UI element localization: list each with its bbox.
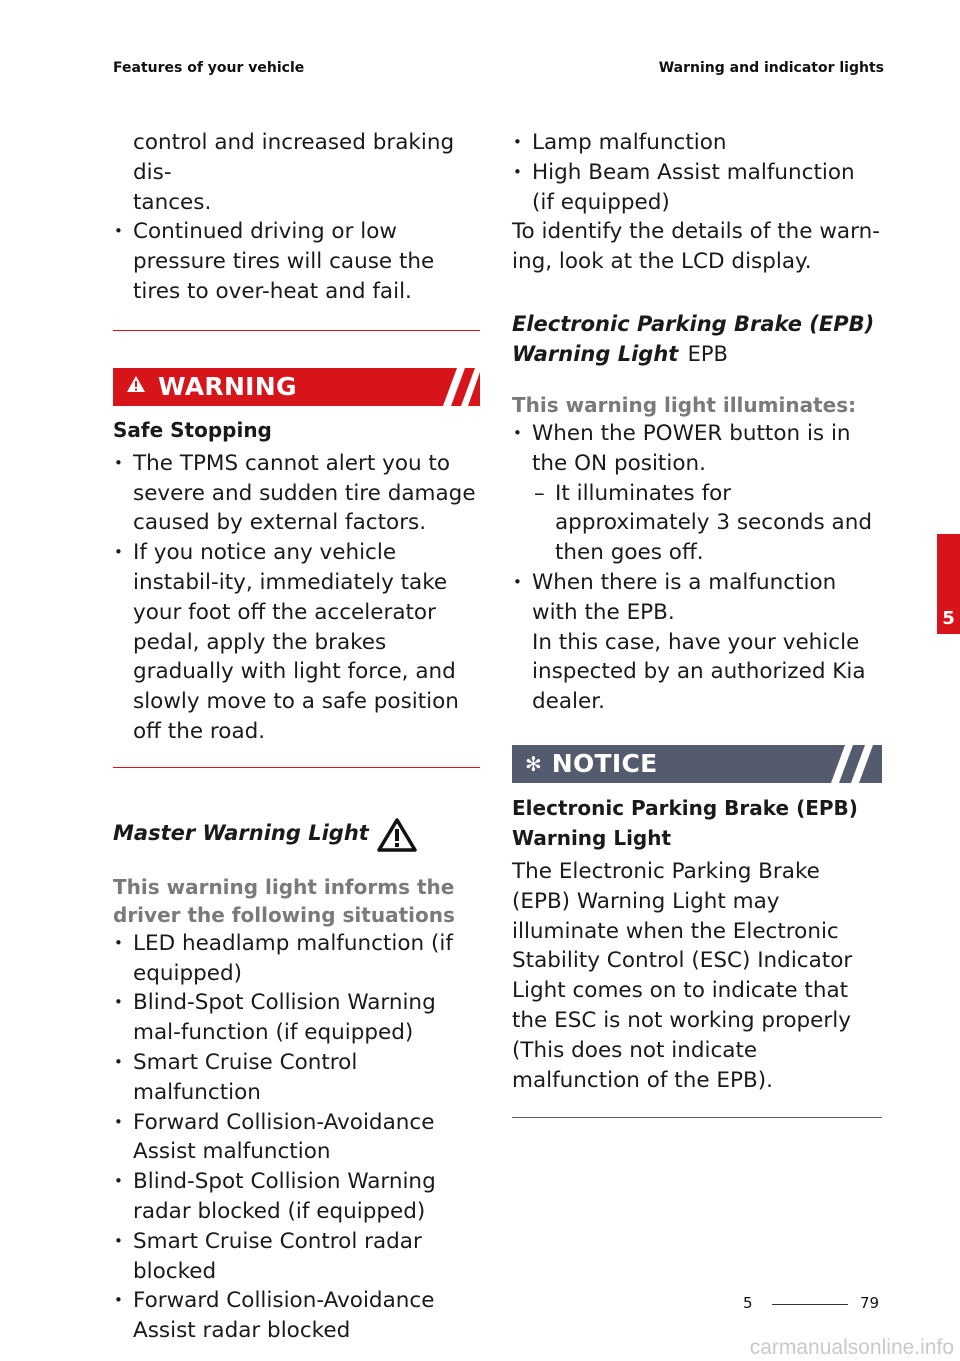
watermark: carmanualsonline.info (749, 1336, 954, 1359)
lcd-display-text: To identify the details of the warn-ing, look at the LCD display. (512, 219, 880, 275)
master-warning-icon (377, 818, 417, 848)
notice-title: Electronic Parking Brake (EPB) Warning Light (512, 795, 858, 850)
left-column (113, 128, 480, 1346)
list-item: • The TPMS cannot alert you to severe and sudden tire damage caused by external factors. (113, 449, 480, 538)
continued-line: control and increased braking dis- (133, 130, 455, 185)
banner-stripes (420, 368, 480, 406)
notice-label: NOTICE (551, 749, 658, 779)
list-item: • If you notice any vehicle instabil-ity, immediately take your foot off the accelerator pedal, apply the brakes gradually with light force, and slowly move to a safe position off the road. (113, 538, 480, 747)
master-warning-list-continued (512, 128, 882, 217)
epb-bullet-text: When the POWER button is in the ON position. (532, 420, 851, 476)
master-warning-intro: This warning light informs the driver the following situations (113, 874, 455, 927)
list-item: • Smart Cruise Control radar blocked (113, 1227, 480, 1287)
notice-text: The Electronic Parking Brake (EPB) Warning Light may illuminate when the Electronic Stability Control (ESC) Indicator Light comes on to indicate that the ESC is not working properly (This does not indicate malfunction of the EPB). (512, 858, 853, 1093)
warning-title: Safe Stopping (113, 417, 272, 442)
epb-list (512, 419, 882, 717)
notice-banner (512, 745, 882, 783)
epb-title-line2: Warning Light (512, 341, 679, 366)
footer-chapter: 5 (743, 1294, 753, 1312)
master-warning-list (113, 929, 480, 1346)
banner-stripes (822, 745, 882, 783)
epb-subhead: This warning light illuminates: (512, 392, 857, 417)
warning-triangle-icon (126, 375, 146, 398)
master-warning-title: Master Warning Light (113, 820, 369, 845)
section-divider (512, 1117, 882, 1118)
epb-bullet-extra: In this case, have your vehicle inspected by an authorized Kia dealer. (532, 629, 866, 715)
chapter-side-number: 5 (942, 608, 955, 629)
running-header-chapter: Warning and indicator lights (658, 60, 884, 76)
list-item: • Forward Collision-Avoidance Assist malfunction (113, 1108, 480, 1168)
footer-page-number: 79 (860, 1294, 880, 1312)
tpms-continued (113, 128, 480, 307)
section-divider (113, 330, 480, 331)
running-header-section: Features of your vehicle (113, 60, 305, 76)
warning-banner (113, 368, 480, 406)
list-item: • Smart Cruise Control malfunction (113, 1048, 480, 1108)
warning-label: WARNING (158, 372, 297, 402)
list-item: • Lamp malfunction (512, 128, 882, 158)
right-column (512, 128, 882, 1118)
notice-asterisk-icon: ✻ (525, 751, 542, 776)
epb-bullet-text: When there is a malfunction with the EPB. (532, 569, 837, 625)
warning-list (113, 449, 480, 747)
list-item: • Continued driving or low pressure tires will cause the tires to over-heat and fail. (113, 217, 480, 306)
epb-heading (512, 309, 882, 369)
list-item: • Blind-Spot Collision Warning radar blocked (if equipped) (113, 1167, 480, 1227)
epb-symbol-icon: EPB (687, 341, 728, 366)
list-item: • LED headlamp malfunction (if equipped) (113, 929, 480, 989)
footer-divider (772, 1304, 848, 1305)
list-item: • Blind-Spot Collision Warning mal-function (if equipped) (113, 988, 480, 1048)
epb-title-line1: Electronic Parking Brake (EPB) (512, 311, 875, 336)
master-warning-heading (113, 818, 480, 848)
list-item: • Forward Collision-Avoidance Assist radar blocked (113, 1286, 480, 1346)
list-item: • High Beam Assist malfunction (if equipped) (512, 158, 882, 218)
list-item (512, 419, 882, 568)
list-item (512, 568, 882, 717)
continued-line: tances. (133, 189, 212, 215)
dash-item: – It illuminates for approximately 3 seconds and then goes off. (532, 479, 882, 568)
epb-title-line2-row (512, 339, 882, 369)
section-divider (113, 767, 480, 768)
